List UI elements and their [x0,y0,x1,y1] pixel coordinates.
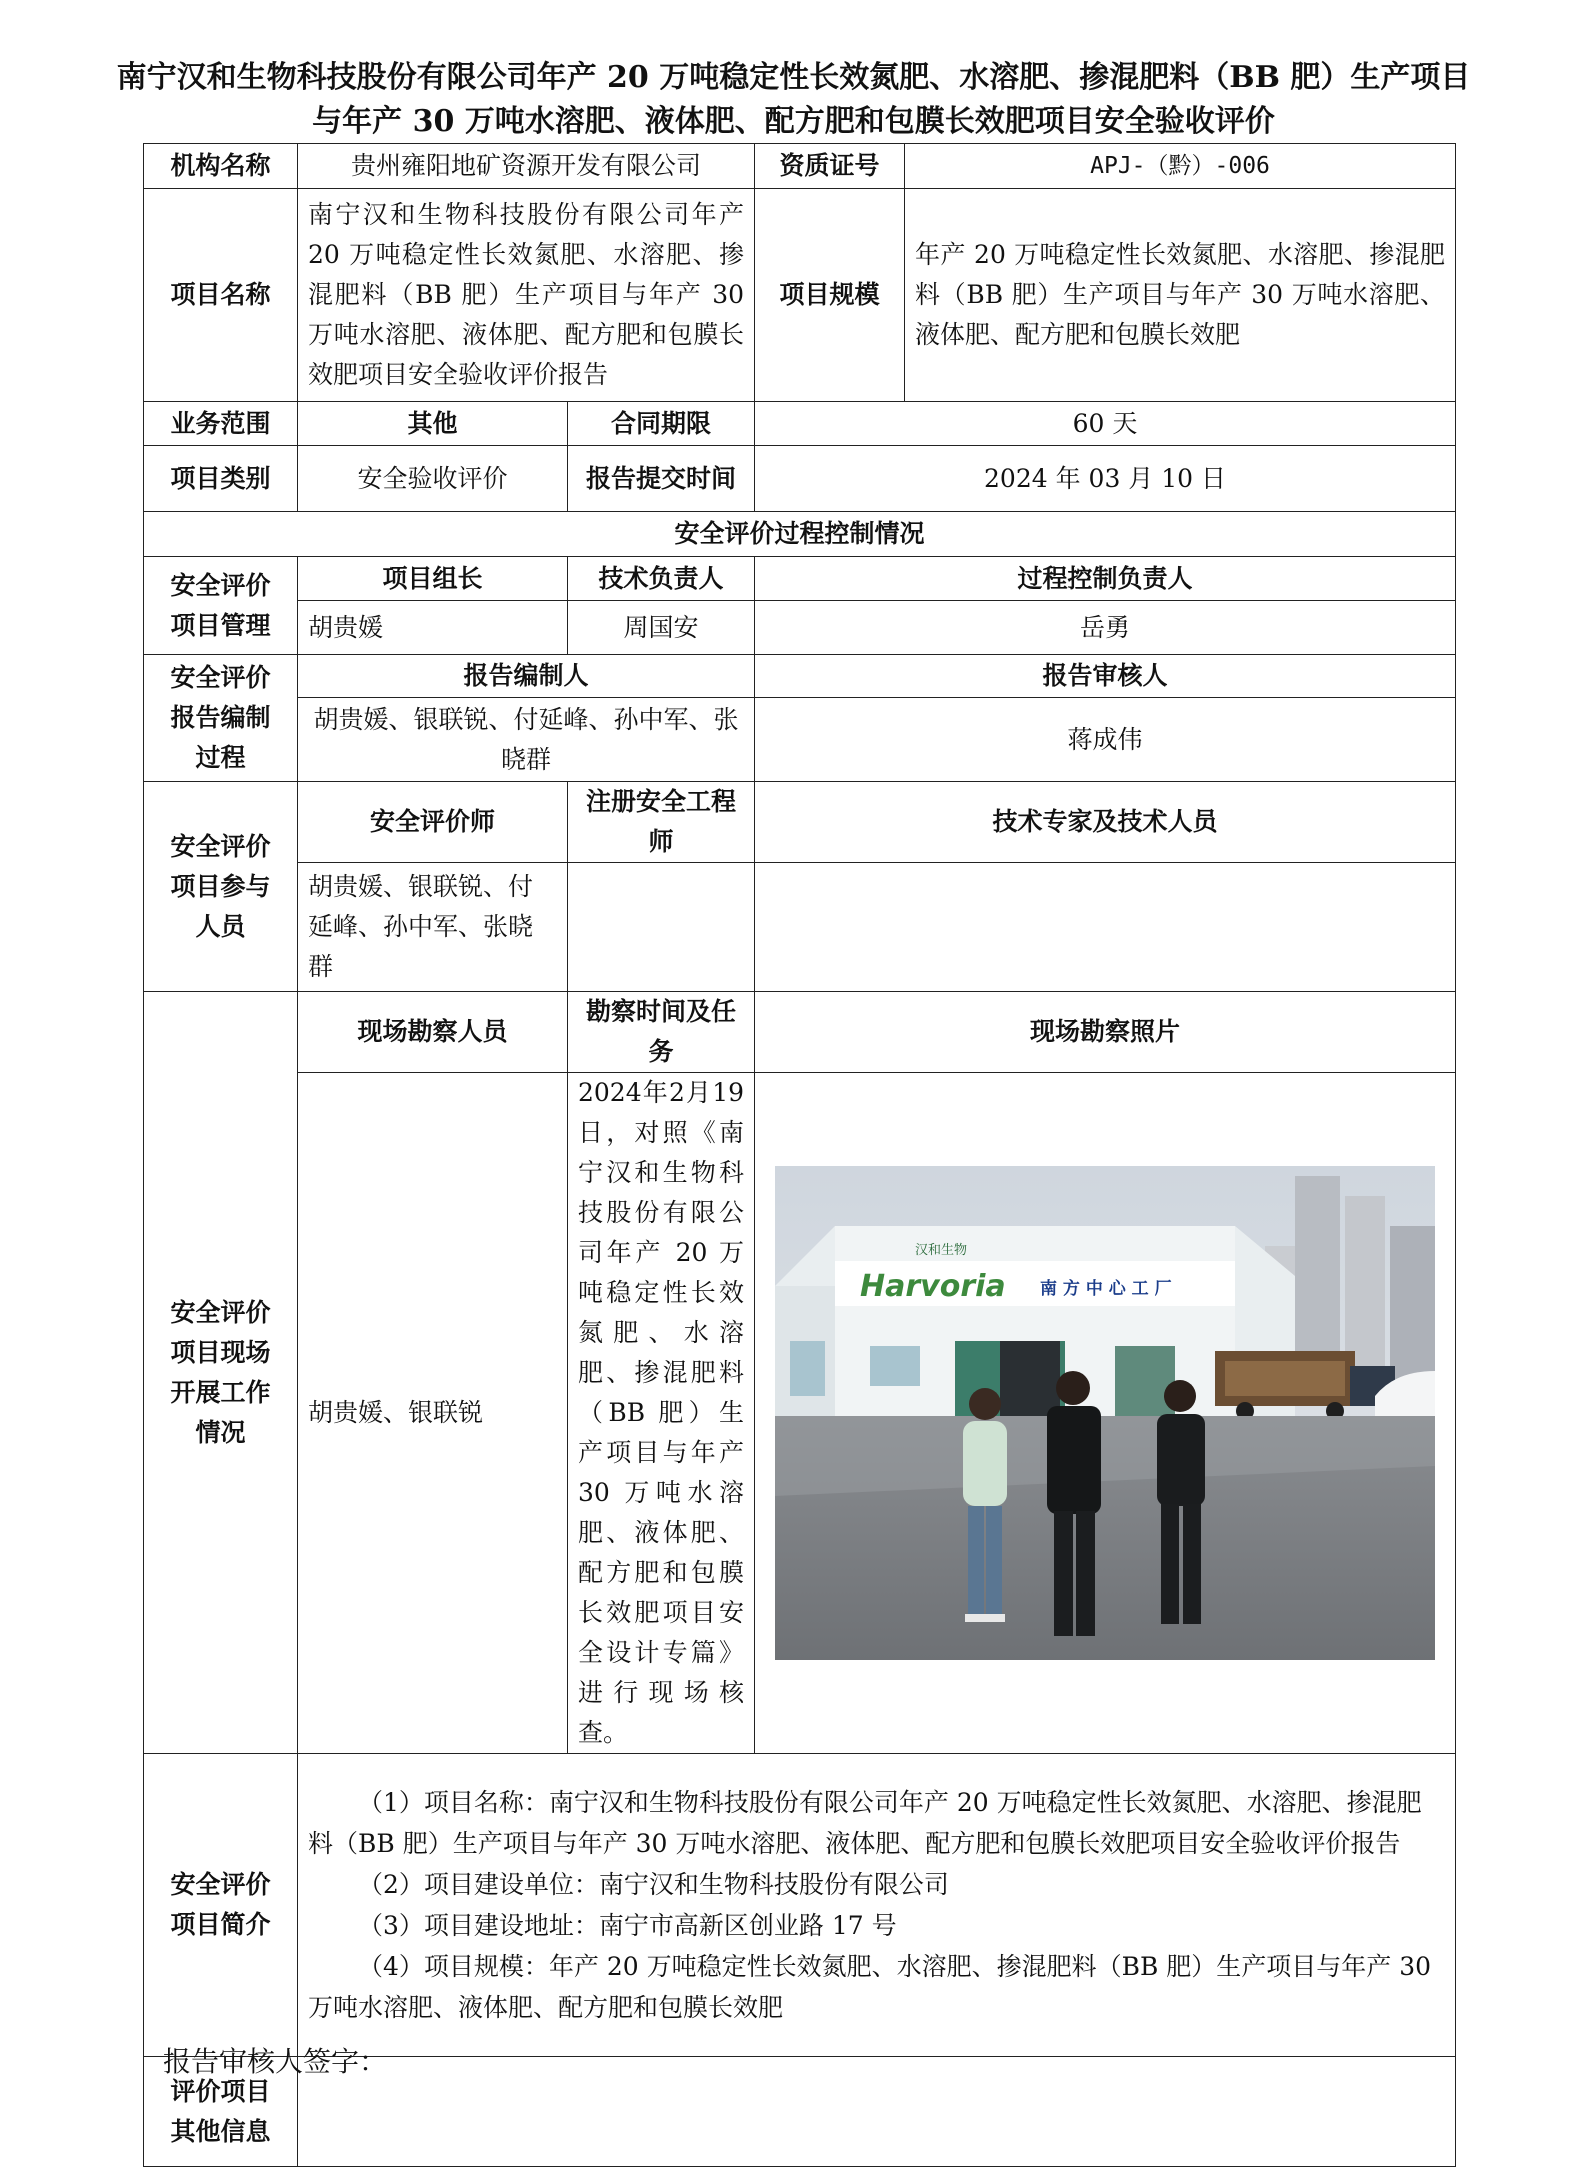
business-scope-label: 业务范围 [144,402,298,446]
photo-sign-right: 南 方 中 心 工 厂 [1040,1279,1172,1299]
org-label: 机构名称 [144,144,298,189]
intro-item-2: （2）项目建设单位：南宁汉和生物科技股份有限公司 [358,1870,949,1899]
participants-label-line1: 安全评价 [170,831,271,861]
participants-label-line3: 人员 [195,911,246,941]
title-line-1: 南宁汉和生物科技股份有限公司年产 20 万吨稳定性长效氮肥、水溶肥、掺混肥料（BB 肥）生产项目 [116,60,1471,95]
contract-period-value: 60 天 [755,402,1456,446]
compilation-label-line3: 过程 [195,743,246,772]
business-scope-value: 其他 [298,402,568,446]
compilation-label-line1: 安全评价 [170,663,271,692]
management-label-line2: 项目管理 [170,610,271,640]
evaluation-info-table [143,143,1456,2167]
other-info-label-line1: 评价项目 [170,2076,271,2106]
photo-sign-en: Harvoria [860,1269,1006,1304]
project-category-value: 安全验收评价 [298,446,568,512]
qualification-label: 资质证号 [755,144,905,189]
document-title [0,56,1587,144]
intro-label [144,1754,298,2057]
submit-time-value: 2024 年 03 月 10 日 [755,446,1456,512]
project-name-value: 南宁汉和生物科技股份有限公司年产 20 万吨稳定性长效氮肥、水溶肥、掺混肥料（BB 肥）生产项目与年产 30 万吨水溶肥、液体肥、配方肥和包膜长效肥项目安全验收评价报告 [298,189,755,402]
site-work-label-line1: 安全评价 [170,1297,271,1327]
participants-header-engineer: 注册安全工程师 [568,782,755,863]
site-task-value: 2024年2月19日，对照《南宁汉和生物科技股份有限公司年产 20 万吨稳定性长效氮肥、水溶肥、掺混肥料（BB 肥）生产项目与年产 30 万吨水溶肥、液体肥、配方肥和包膜长效肥项目安全设计专篇》进行现场核查。 [568,1073,755,1754]
site-work-label [144,992,298,1754]
participants-label-line2: 项目参与 [170,871,271,901]
intro-item-1: （1）项目名称：南宁汉和生物科技股份有限公司年产 20 万吨稳定性长效氮肥、水溶肥、掺混肥料（BB 肥）生产项目与年产 30 万吨水溶肥、液体肥、配方肥和包膜长效肥项目安全验收评价报告 [308,1788,1422,1858]
participants-header-experts: 技术专家及技术人员 [755,782,1456,863]
project-scale-label: 项目规模 [755,189,905,402]
site-work-label-line2: 项目现场 [170,1337,271,1367]
intro-item-3: （3）项目建设地址：南宁市高新区创业路 17 号 [358,1911,897,1940]
site-header-photo: 现场勘察照片 [755,992,1456,1073]
project-name-label: 项目名称 [144,189,298,402]
management-leader-value: 胡贵媛 [298,601,568,655]
compilation-compilers-value: 胡贵媛、银联锐、付延峰、孙中军、张晓群 [298,698,755,782]
project-category-label: 项目类别 [144,446,298,512]
participants-header-evaluator: 安全评价师 [298,782,568,863]
other-info-label-line2: 其他信息 [170,2116,271,2146]
management-header-tech: 技术负责人 [568,557,755,601]
compilation-reviewer-value: 蒋成伟 [755,698,1456,782]
intro-content [298,1754,1456,2057]
process-section-header: 安全评价过程控制情况 [144,512,1456,557]
site-work-label-line4: 情况 [195,1417,246,1447]
site-work-label-line3: 开展工作 [170,1377,271,1407]
title-line-2: 与年产 30 万吨水溶肥、液体肥、配方肥和包膜长效肥项目安全验收评价 [312,104,1275,139]
org-value: 贵州雍阳地矿资源开发有限公司 [298,144,755,189]
compilation-label-line2: 报告编制 [170,703,271,732]
site-survey-photo [775,1166,1435,1660]
management-header-process: 过程控制负责人 [755,557,1456,601]
participants-label [144,782,298,992]
intro-label-line2: 项目简介 [170,1910,271,1939]
photo-sign-cn: 汉和生物 [915,1243,968,1258]
management-tech-value: 周国安 [568,601,755,655]
other-info-value [298,2057,1456,2167]
management-process-value: 岳勇 [755,601,1456,655]
compilation-header-compilers: 报告编制人 [298,655,755,698]
site-header-task: 勘察时间及任务 [568,992,755,1073]
intro-label-line1: 安全评价 [170,1870,271,1899]
participants-engineers-value [568,863,755,992]
intro-item-4: （4）项目规模：年产 20 万吨稳定性长效氮肥、水溶肥、掺混肥料（BB 肥）生产项目与年产 30 万吨水溶肥、液体肥、配方肥和包膜长效肥 [308,1952,1432,2022]
site-staff-value: 胡贵媛、银联锐 [298,1073,568,1754]
reviewer-signature-label: 报告审核人签字： [163,2045,388,2078]
management-label [144,557,298,655]
contract-period-label: 合同期限 [568,402,755,446]
management-label-line1: 安全评价 [170,570,271,600]
compilation-header-reviewer: 报告审核人 [755,655,1456,698]
participants-evaluators-value: 胡贵媛、银联锐、付延峰、孙中军、张晓群 [298,863,568,992]
project-scale-value: 年产 20 万吨稳定性长效氮肥、水溶肥、掺混肥料（BB 肥）生产项目与年产 30 万吨水溶肥、液体肥、配方肥和包膜长效肥 [905,189,1456,402]
participants-experts-value [755,863,1456,992]
site-header-staff: 现场勘察人员 [298,992,568,1073]
compilation-label [144,655,298,782]
submit-time-label: 报告提交时间 [568,446,755,512]
site-photo-cell [755,1073,1456,1754]
qualification-value: APJ-（黔）-006 [905,144,1456,189]
management-header-leader: 项目组长 [298,557,568,601]
